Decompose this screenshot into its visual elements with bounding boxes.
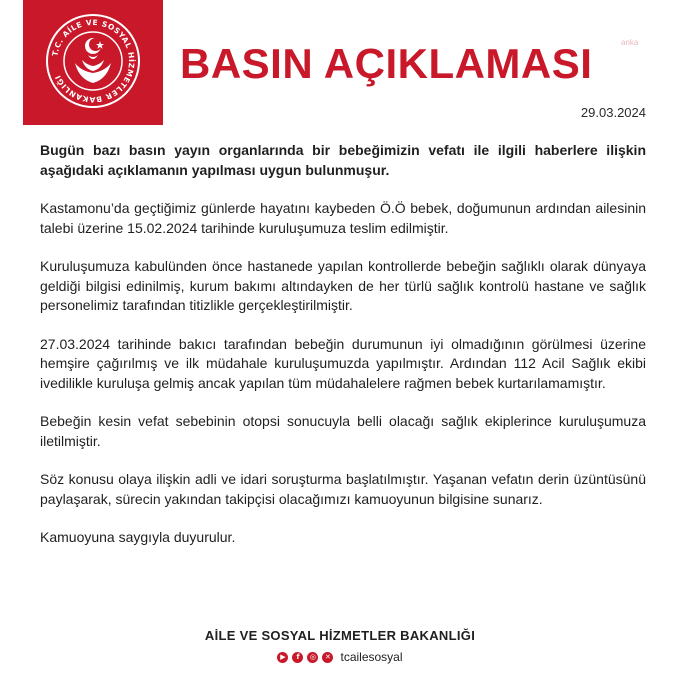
paragraph-3: 27.03.2024 tarihinde bakıcı tarafından bebeğin durumunun iyi olmadığının görülmesi üzerine hemşire çağırılmış ve ilk müdahale kuruluşumuzda yapılmıştır. Ardından 112 Acil Sağlık ekibi ivedilikle kuruluşa gelmiş ancak yapılan tüm müdahalelere rağmen bebek kurtarılamamıştır. [40,335,646,391]
paragraph-2: Kuruluşumuza kabulünden önce hastanede yapılan kontrollerde bebeğin sağlıklı olarak dünyaya geldiği bilgisi edinilmiş, kurum bakımı altındayken de her türlü sağlık kontrolü hastane ve sağlık personelimiz tarafından titizlikle gerçekleştirilmiştir. [40,258,646,313]
facebook-icon[interactable]: f [292,652,303,663]
watermark-text: anka [621,38,639,47]
press-release-body [40,141,646,567]
release-date: 29.03.2024 [580,105,646,120]
instagram-icon[interactable]: ◎ [307,652,318,663]
svg-text:T.C. AİLE VE SOSYAL HİZMETLER [50,18,136,104]
paragraph-6: Kamuoyuna saygıyla duyurulur. [40,529,236,545]
lead-paragraph: Bugün bazı basın yayın organlarında bir bebeğimizin vefatı ile ilgili haberlere ilişkin aşağıdaki açıklamanın yapılması uygun bulunmuşur. [40,142,646,178]
social-links [0,650,680,664]
seal-text: T.C. AİLE VE SOSYAL HİZMETLER BAKANLIĞI [50,17,137,105]
ministry-seal-icon [45,13,141,109]
youtube-icon[interactable]: ▶ [277,652,288,663]
x-icon[interactable]: ✕ [322,652,333,663]
paragraph-5: Söz konusu olaya ilişkin adli ve idari soruşturma başlatılmıştır. Yaşanan vefatın derin üzüntüsünü paylaşarak, sürecin yakından takipçisi olacağımızı kamuoyunun bilgisine sunarız. [40,471,646,507]
paragraph-4: Bebeğin kesin vefat sebebinin otopsi sonucuyla belli olacağı sağlık ekiplerince kuruluşumuza iletilmiştir. [40,413,646,449]
paragraph-1: Kastamonu’da geçtiğimiz günlerde hayatını kaybeden Ö.Ö bebek, doğumunun ardından ailesinin talebi üzerine 15.02.2024 tarihinde kuruluşumuza teslim edilmiştir. [40,200,646,236]
ministry-logo-block [23,0,163,125]
social-handle[interactable]: tcailesosyal [340,650,403,664]
page-title: BASIN AÇIKLAMASI [180,40,593,87]
ministry-name: AİLE VE SOSYAL HİZMETLER BAKANLIĞI [204,628,476,643]
